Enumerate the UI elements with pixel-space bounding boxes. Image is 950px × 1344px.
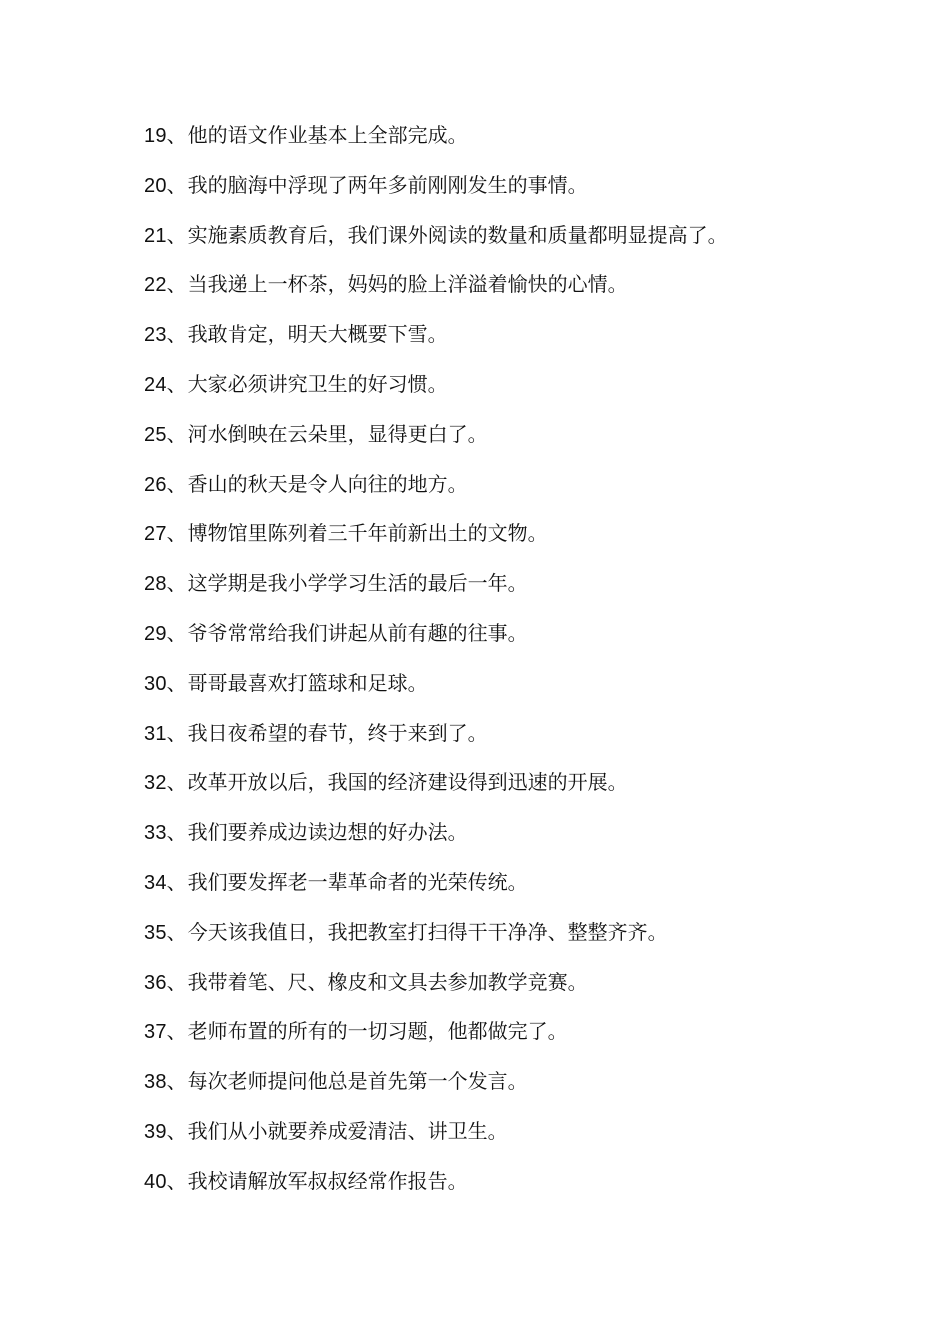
sentence-text: 哥哥最喜欢打篮球和足球。 — [187, 670, 428, 695]
sentence-text: 我带着笔、尺、橡皮和文具去参加教学竞赛。 — [187, 969, 588, 994]
sentence-text: 我们要发挥老一辈革命者的光荣传统。 — [187, 869, 528, 894]
sentence-separator: 、 — [166, 869, 187, 894]
sentence-text: 河水倒映在云朵里，显得更白了。 — [187, 421, 488, 446]
sentence-item-36 — [144, 958, 924, 1008]
sentence-text: 每次老师提问他总是首先第一个发言。 — [187, 1069, 528, 1094]
sentence-text: 我日夜希望的春节，终于来到了。 — [187, 720, 488, 745]
sentence-text: 改革开放以后，我国的经济建设得到迅速的开展。 — [187, 770, 628, 795]
sentence-text: 他的语文作业基本上全部完成。 — [187, 123, 468, 147]
sentence-item-34 — [144, 858, 924, 908]
sentence-number: 30 — [144, 672, 167, 695]
sentence-item-29 — [144, 609, 924, 659]
sentence-number: 33 — [144, 822, 167, 845]
sentence-separator: 、 — [166, 322, 187, 347]
sentence-item-38 — [144, 1057, 924, 1107]
sentence-number: 20 — [144, 174, 167, 197]
sentence-separator: 、 — [166, 670, 187, 695]
sentence-separator: 、 — [166, 371, 187, 396]
sentence-separator: 、 — [166, 1118, 187, 1143]
sentence-item-28 — [144, 559, 924, 609]
sentence-item-35 — [144, 908, 924, 958]
sentence-number: 34 — [144, 871, 167, 894]
sentence-item-39 — [144, 1107, 924, 1157]
sentence-text: 我们从小就要养成爱清洁、讲卫生。 — [187, 1118, 508, 1143]
sentence-item-27 — [144, 509, 924, 559]
sentence-separator: 、 — [166, 1069, 187, 1094]
sentence-number: 27 — [144, 523, 167, 546]
sentence-text: 我的脑海中浮现了两年多前刚刚发生的事情。 — [187, 172, 588, 197]
sentence-item-23 — [144, 310, 924, 360]
sentence-item-21 — [144, 211, 924, 261]
sentence-item-19 — [144, 111, 924, 161]
sentence-number: 35 — [144, 921, 167, 944]
sentence-separator: 、 — [166, 770, 187, 795]
sentence-item-24 — [144, 360, 924, 410]
sentence-text: 今天该我值日，我把教室打扫得干干净净、整整齐齐。 — [187, 919, 668, 944]
sentence-item-22 — [144, 260, 924, 310]
sentence-text: 我校请解放军叔叔经常作报告。 — [187, 1168, 468, 1193]
sentence-number: 37 — [144, 1021, 167, 1044]
sentence-separator: 、 — [166, 720, 187, 745]
sentence-number: 24 — [144, 373, 167, 396]
sentence-text: 老师布置的所有的一切习题，他都做完了。 — [187, 1019, 568, 1044]
sentence-text: 当我递上一杯茶，妈妈的脸上洋溢着愉快的心情。 — [187, 272, 628, 297]
sentence-separator: 、 — [166, 1168, 187, 1193]
sentence-separator: 、 — [166, 571, 187, 596]
sentence-item-25 — [144, 410, 924, 460]
sentence-text: 我敢肯定，明天大概要下雪。 — [187, 322, 448, 347]
sentence-number: 26 — [144, 473, 167, 496]
sentence-number: 32 — [144, 772, 167, 795]
sentence-separator: 、 — [166, 272, 187, 297]
sentence-number: 21 — [144, 224, 167, 247]
sentence-item-26 — [144, 460, 924, 510]
sentence-item-32 — [144, 758, 924, 808]
sentence-number: 19 — [144, 125, 167, 147]
sentence-text: 博物馆里陈列着三千年前新出土的文物。 — [187, 521, 548, 546]
sentence-separator: 、 — [166, 123, 187, 147]
sentence-separator: 、 — [166, 620, 187, 645]
sentence-text: 大家必须讲究卫生的好习惯。 — [187, 371, 448, 396]
sentence-text: 实施素质教育后，我们课外阅读的数量和质量都明显提高了。 — [187, 222, 728, 247]
sentence-number: 22 — [144, 274, 167, 297]
sentence-text: 香山的秋天是令人向往的地方。 — [187, 471, 468, 496]
sentence-separator: 、 — [166, 172, 187, 197]
sentence-separator: 、 — [166, 421, 187, 446]
sentence-separator: 、 — [166, 471, 187, 496]
sentence-number: 40 — [144, 1170, 167, 1193]
sentence-text: 这学期是我小学学习生活的最后一年。 — [187, 571, 528, 596]
sentence-number: 25 — [144, 423, 167, 446]
sentence-item-30 — [144, 659, 924, 709]
sentence-number: 29 — [144, 622, 167, 645]
sentence-separator: 、 — [166, 1019, 187, 1044]
sentence-item-37 — [144, 1007, 924, 1057]
sentence-separator: 、 — [166, 919, 187, 944]
sentence-number: 36 — [144, 971, 167, 994]
sentence-separator: 、 — [166, 969, 187, 994]
sentence-number: 39 — [144, 1120, 167, 1143]
sentence-number: 23 — [144, 324, 167, 347]
sentence-item-20 — [144, 161, 924, 211]
sentence-item-40 — [144, 1157, 924, 1207]
sentence-list — [144, 111, 924, 1207]
sentence-separator: 、 — [166, 222, 187, 247]
sentence-item-31 — [144, 709, 924, 759]
sentence-text: 我们要养成边读边想的好办法。 — [187, 820, 468, 845]
sentence-separator: 、 — [166, 521, 187, 546]
sentence-text: 爷爷常常给我们讲起从前有趣的往事。 — [187, 620, 528, 645]
sentence-number: 38 — [144, 1071, 167, 1094]
sentence-number: 28 — [144, 573, 167, 596]
sentence-item-33 — [144, 808, 924, 858]
sentence-number: 31 — [144, 722, 167, 745]
sentence-separator: 、 — [166, 820, 187, 845]
